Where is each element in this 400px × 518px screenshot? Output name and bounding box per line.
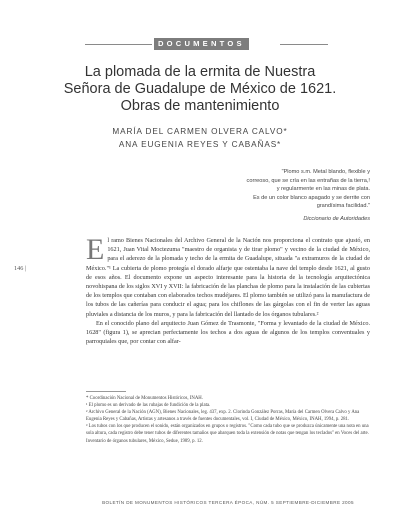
epigraph-line: grandísima facilidad." [316, 203, 370, 210]
footnote: ¹ El plomo es un derivado de las rubajas de fundición de la plata. [86, 403, 211, 409]
header-rule-left [85, 44, 152, 45]
footnote: ² Archivo General de la Nación (AGN), Bienes Nacionales, leg. 437, exp. 2. Clorinda González Porras, María del Carmen Olvera Calvo y Ana Eugenia Reyes y Cabañas, Artistas y artesanos a través de fuentes documentales, vol. I, Ciudad de México, México, INAH, 1994, p. 281. [86, 410, 360, 423]
footnote-rule [86, 391, 126, 392]
paragraph-text: l ramo Bienes Nacionales del Archivo General de la Nación nos proporciona el contrato que ajustó, en 1621, Juan Vital Moctezuma "maestro de organista y de tirar plomo" y vecino de la ciudad de México, para el aderezo de la plomada y techo de la ermita de Guadalupe, situada "a extramuros de la ciudad de México."¹ La cubierta de plomo protegía el dorado alfarje que ostentaba la nave del templo desde 1621, al gusto de esos años. El documento expone un aspecto interesante para la historia de la tecnología arquitectónica novohispana de los siglos XVI y XVII: la fabricación de las planchas de plomo para la instalación de las cubiertas de los templos que contaban con elaborados techos mudéjares. El plomo también se utilizó para la manufactura de los tubos de las cañerías para conducir el agua; para los chiflones de las gárgolas con el fin de verter las aguas pluviales a distancia de los muros, y para la fabricación del llantado de los órganos tubulares.² [86, 237, 370, 318]
footnote: ³ Los tubos con los que producen el sonido, están organizados en grupos o registros. "Como cada tubo que se produzca únicamente una nota en una sola altura, cada registro debe tener tubos de diferentes tamaños que abarquen toda la extensión de notas que tengan los teclados" en Voces del arte. Inventario de órganos tubulares, México, Sedue, 1989, p. 12. [86, 424, 369, 444]
running-footer: BOLETÍN DE MONUMENTOS HISTÓRICOS TERCERA ÉPOCA, NÚM. 5 SEPTIEMBRE-DICIEMBRE 2005 [102, 500, 354, 505]
epigraph-line: y regularmente en las minas de plata. [276, 186, 370, 193]
page-number: 146 | [14, 265, 27, 272]
footnotes [86, 395, 370, 445]
article-title: La plomada de la ermita de Nuestra Señora de Guadalupe de México de 1621. Obras de mantenimiento [63, 64, 337, 114]
epigraph-line: "Plomo s.m. Metal blando, flexible y [281, 169, 370, 175]
author-name: ANA EUGENIA REYES Y CABAÑAS* [118, 140, 282, 149]
drop-cap: E [86, 233, 105, 266]
author-name: MARÍA DEL CARMEN OLVERA CALVO* [112, 127, 288, 136]
article-body [86, 233, 370, 346]
epigraph-line: correoso, que se cría en las entrañas de la tierra,! [246, 177, 370, 184]
authors [62, 125, 338, 151]
epigraph-line: Es de un color blanco apagado y se derrite con [253, 194, 370, 201]
epigraph [180, 168, 370, 224]
epigraph-source: Diccionario de Autoridades [303, 215, 370, 222]
body-paragraph [86, 233, 370, 319]
section-label: DOCUMENTOS [154, 38, 249, 50]
footnote: * Coordinación Nacional de Monumentos Históricos, INAH. [86, 396, 203, 401]
header-rule-right [280, 44, 328, 45]
body-paragraph: En el conocido plano del arquitecto Juan Gómez de Trasmonte, "Forma y levantado de la ciudad de México. 1628" (figura 1), se aprecian perfectamente los techos a dos aguas de algunos de los templos conventuales y parroquiales que, por contar con alfar- [86, 319, 370, 346]
